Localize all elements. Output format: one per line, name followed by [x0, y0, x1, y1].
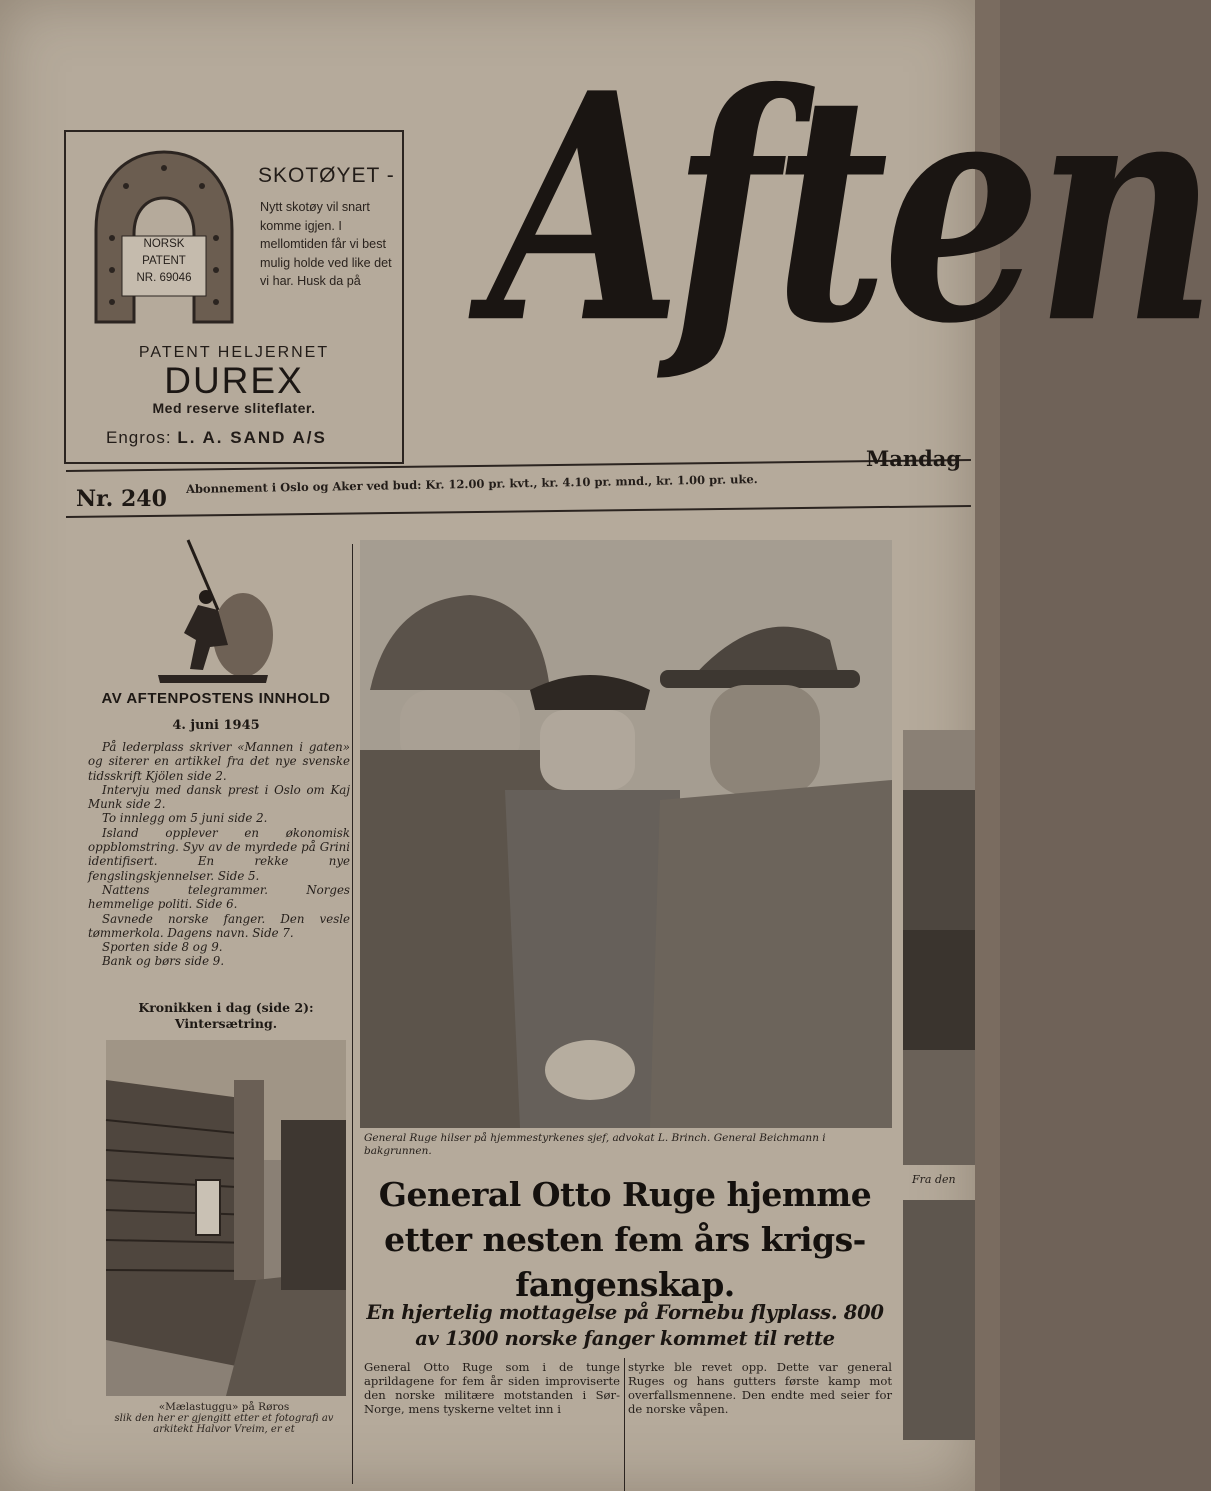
kronikk-label: Kronikken i dag (side 2):	[138, 1000, 314, 1015]
left-photo-caption	[104, 1402, 344, 1435]
ad-engros	[106, 428, 327, 448]
toc-list	[88, 740, 350, 969]
toc-item: På lederplass skriver «Mannen i gaten» og siterer en artikkel fra det nye svenske tidsskrift Kjölen side 2.	[88, 740, 350, 783]
patent-badge-line: PATENT	[142, 255, 186, 267]
kronikk-note	[96, 1000, 356, 1032]
log-cabin-photo	[106, 1040, 346, 1396]
patent-badge-line: NORSK	[143, 238, 185, 250]
column-rule	[352, 544, 353, 1484]
main-headline: General Otto Ruge hjemme etter nesten fem års krigs-fangenskap.	[378, 1175, 872, 1304]
toc-item: Savnede norske fanger. Den vesle tømmerkola. Dagens navn. Side 7.	[88, 911, 350, 940]
main-photo-caption: General Ruge hilser på hjemmestyrkenes sjef, advokat L. Brinch. General Beichmann i bakgrunnen.	[364, 1132, 826, 1157]
masthead-title: Aften	[488, 24, 1211, 392]
subscription-line: Abonnement i Oslo og Aker ved bud: Kr. 12.00 pr. kvt., kr. 4.10 pr. mnd., kr. 1.00 pr. uke.	[185, 472, 758, 496]
toc-item: Intervju med dansk prest i Oslo om Kaj Munk side 2.	[88, 782, 350, 812]
toc-item: Island opplever en økonomisk oppblomstring. Syv av de myrdede på Grini identifisert. En rekke nye fengslingskjennelser. Side 5.	[88, 825, 350, 883]
left-caption-text: slik den her er gjengitt etter et fotografi av arkitekt Halvor Vreim, er et	[114, 1413, 334, 1435]
toc-item: Nattens telegrammer. Norges hemmelige politi. Side 6.	[88, 882, 350, 912]
ad-engros-company: L. A. SAND A/S	[177, 428, 327, 447]
toc-date: 4. juni 1945	[172, 718, 260, 733]
right-edge-photo	[903, 730, 975, 1165]
ad-engros-label: Engros:	[106, 428, 172, 447]
ad-patent-line: PATENT HELJERNET	[138, 344, 330, 361]
column-rule-small	[624, 1358, 625, 1491]
right-edge-caption: Fra den	[912, 1173, 956, 1186]
ad-text: Nytt skotøy vil snart komme igjen. I mellomtiden får vi best mulig holde ved like det vi har. Husk da på	[260, 200, 392, 288]
ad-subtitle: Med reserve sliteflater.	[152, 400, 316, 416]
toc-item: Bank og børs side 9.	[102, 954, 225, 969]
ad-title: SKOTØYET -	[258, 164, 395, 187]
article-body-right: styrke ble revet opp. Dette var general Ruges og hans gutters første kamp mot overfallsmennene. Den endte med seier for de norske våpen.	[628, 1360, 892, 1416]
left-caption-title: «Mælastuggu» på Røros	[158, 1401, 290, 1413]
ad-brand: DUREX	[164, 360, 304, 401]
masthead-day: Mandag	[866, 446, 962, 471]
main-subhead: En hjertelig mottagelse på Fornebu flyplass. 800 av 1300 norske fanger kommet til rette	[366, 1301, 884, 1350]
right-edge-photo-lower	[903, 1200, 975, 1440]
toc-heading: AV AFTENPOSTENS INNHOLD	[101, 690, 331, 707]
toc-item: To innlegg om 5 juni side 2.	[102, 811, 268, 826]
durex-advertisement	[64, 130, 404, 464]
patent-badge-line: NR. 69046	[136, 272, 192, 284]
patent-badge	[122, 236, 206, 287]
worker-statue-icon	[148, 535, 278, 685]
main-photo	[360, 540, 892, 1128]
issue-number: Nr. 240	[76, 486, 167, 512]
toc-item: Sporten side 8 og 9.	[102, 940, 223, 955]
header-rule	[66, 505, 971, 518]
kronikk-title: Vintersætring.	[174, 1016, 278, 1031]
article-body-left: General Otto Ruge som i de tunge aprildagene for fem år siden improviserte den norske militære motstanden i Sør-Norge, mens tyskerne veltet inn i	[364, 1360, 620, 1416]
